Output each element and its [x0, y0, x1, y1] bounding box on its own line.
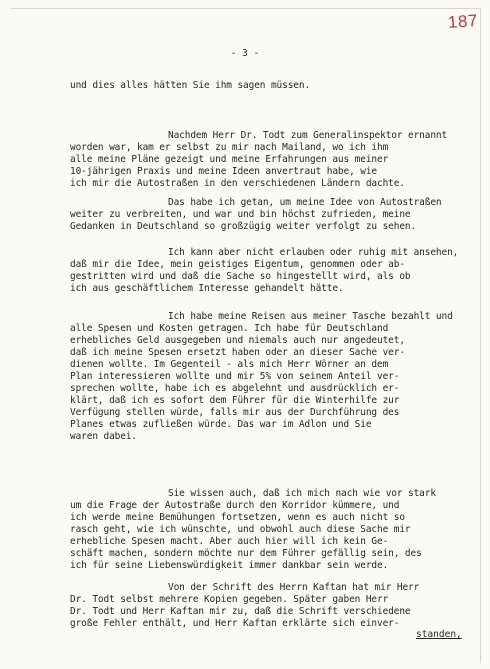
text-line: ich mir die Autostraßen in den verschiedenen Ländern dachte.	[70, 178, 405, 189]
closing-word: standen,	[416, 629, 462, 640]
text-line: Gedanken in Deutschland so großzügig weiter verfolgt zu sehen.	[70, 221, 417, 232]
text-line: erhebliche Spesen macht. Aber auch hier will ich kein Ge-	[70, 536, 389, 547]
archive-page-number: 187	[447, 10, 479, 33]
text-line: daß mir die Idee, mein geistiges Eigentum, genommen oder ab-	[70, 259, 405, 270]
text-line: große Fehler enthält, und Herr Kaftan erklärte sich einver-	[70, 618, 400, 629]
text-line: und dies alles hätten Sie ihm sagen müssen.	[70, 80, 311, 91]
text-line: weiter zu verbreiten, und war und bin höchst zufrieden, meine	[70, 209, 411, 220]
page-number: - 3 -	[230, 48, 260, 59]
text-line: Sie wissen auch, daß ich mich nach wie vor stark	[168, 488, 436, 499]
text-line: worden war, kam er selbst zu mir nach Mailand, wo ich ihm	[70, 142, 389, 153]
text-line: Ich kann aber nicht erlauben oder ruhig mit ansehen,	[168, 247, 459, 258]
text-line: Dr. Todt und Herr Kaftan mir zu, daß die Schrift verschiedene	[70, 606, 411, 617]
text-line: schäft machen, sondern möchte nur dem Führer gefällig sein, des	[70, 548, 422, 559]
text-line: alle Spesen und Kosten getragen. Ich habe für Deutschland	[70, 323, 389, 334]
text-line: 10-jährigen Praxis und meine Ideen anvertraut habe, wie	[70, 166, 378, 177]
text-line: Von der Schrift des Herrn Kaftan hat mir Herr	[168, 582, 420, 593]
text-line: gestritten wird und daß die Sache so hingestellt wird, als ob	[70, 271, 411, 282]
page-edge-right	[480, 8, 481, 663]
text-line: Nachdem Herr Dr. Todt zum Generalinspektor ernannt	[168, 130, 448, 141]
text-line: ich werde meine Bemühungen fortsetzen, wenn es auch nicht so	[70, 512, 405, 523]
text-line: alle meine Pläne gezeigt und meine Erfahrungen aus meiner	[70, 154, 389, 165]
page-edge-top	[10, 8, 480, 9]
text-line: waren dabei.	[70, 431, 137, 442]
text-line: Plan interessieren wollte und mir 5% von seinem Anteil ver-	[70, 371, 400, 382]
text-line: rasch geht, wie ich wünschte, und obwohl auch diese Sache mir	[70, 524, 411, 535]
text-line: ich aus geschäftlichem Interesse gehandelt hätte.	[70, 283, 344, 294]
text-line: Planes etwas zufließen würde. Das war im Adlon und Sie	[70, 419, 372, 430]
text-line: daß ich meine Spesen ersetzt haben oder an dieser Sache ver-	[70, 347, 405, 358]
text-line: klärt, daß ich es sofort dem Führer für die Winterhilfe zur	[70, 395, 400, 406]
text-line: um die Frage der Autostraße durch den Korridor kümmere, und	[70, 500, 400, 511]
text-line: sprechen wollte, habe ich es abgelehnt und ausdrücklich er-	[70, 383, 400, 394]
text-line: Das habe ich getan, um meine Idee von Autostraßen	[168, 197, 442, 208]
text-line: erhebliches Geld ausgegeben und niemals auch nur angedeutet,	[70, 335, 405, 346]
text-line: dienen wollte. Im Gegenteil - als mich Herr Wörner an dem	[70, 359, 389, 370]
text-line: ich für seine Liebenswürdigkeit immer dankbar sein werde.	[70, 560, 389, 571]
text-line: Ich habe meine Reisen aus meiner Tasche bezahlt und	[168, 311, 453, 322]
text-line: Dr. Todt selbst mehrere Kopien gegeben. Später gaben Herr	[70, 594, 389, 605]
text-line: Verfügung stellen würde, falls mir aus der Durchführung des	[70, 407, 400, 418]
